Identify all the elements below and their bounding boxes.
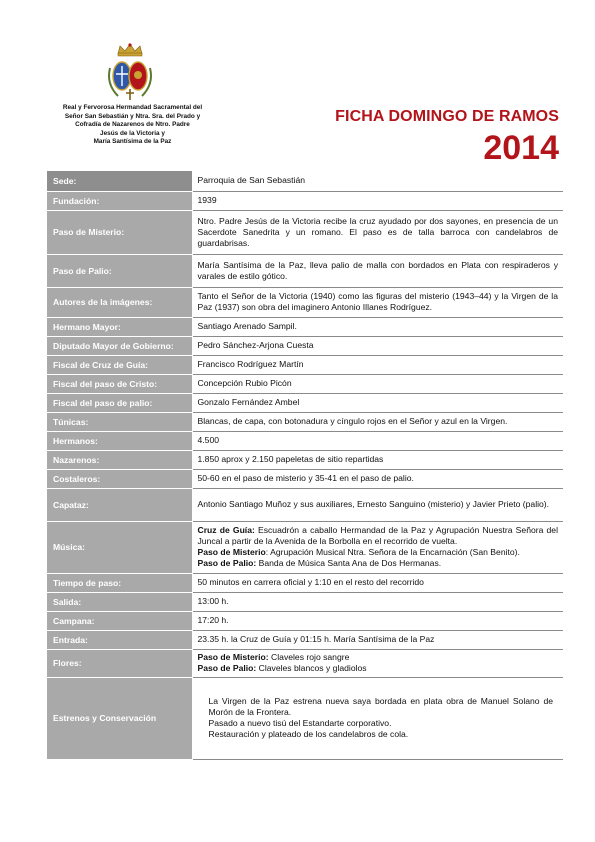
row-label: Nazarenos: — [47, 450, 192, 469]
row-value: 23.35 h. la Cruz de Guía y 01:15 h. María Santísima de la Paz — [192, 630, 563, 649]
table-row — [47, 393, 563, 412]
table-row — [47, 412, 563, 431]
music-item-text: : Agrupación Musical Ntra. Señora de la Encarnación (San Benito). — [265, 547, 520, 557]
row-label: Campana: — [47, 611, 192, 630]
table-row — [47, 374, 563, 393]
row-label: Paso de Misterio: — [47, 210, 192, 254]
row-label: Fiscal del paso de palio: — [47, 393, 192, 412]
row-label: Hermano Mayor: — [47, 317, 192, 336]
row-label: Autores de la imágenes: — [47, 287, 192, 317]
table-row — [47, 171, 563, 191]
table-row — [47, 521, 563, 573]
row-value: Gonzalo Fernández Ambel — [192, 393, 563, 412]
row-value: Tanto el Señor de la Victoria (1940) como las figuras del misterio (1943–44) y la Virgen de la Paz (1937) son obra del imaginero Antonio Illanes Rodríguez. — [192, 287, 563, 317]
table-row — [47, 336, 563, 355]
table-row — [47, 488, 563, 521]
music-item-heading: Paso de Palio: — [197, 558, 257, 568]
brotherhood-name-line: Jesús de la Victoria y — [100, 129, 165, 137]
row-value: Antonio Santiago Muñoz y sus auxiliares, Ernesto Sanguino (misterio) y Javier Prieto (palio). — [192, 488, 563, 521]
flowers-item-heading: Paso de Palio: — [197, 663, 257, 673]
row-value: Pedro Sánchez-Arjona Cuesta — [192, 336, 563, 355]
estrenos-item: La Virgen de la Paz estrena nueva saya bordada en plata obra de Manuel Solano de Morón de la Frontera. — [208, 696, 553, 717]
row-value: 50-60 en el paso de misterio y 35-41 en el paso de palio. — [192, 469, 563, 488]
flowers-item-text: Claveles rojo sangre — [268, 652, 350, 662]
row-label: Fundación: — [47, 191, 192, 210]
row-value: 13:00 h. — [192, 592, 563, 611]
row-label: Túnicas: — [47, 412, 192, 431]
row-label: Costaleros: — [47, 469, 192, 488]
music-item — [198, 547, 559, 558]
page-header — [0, 0, 595, 170]
page-title: FICHA DOMINGO DE RAMOS — [335, 108, 559, 125]
music-item — [198, 558, 559, 569]
brotherhood-name-line: Real y Fervorosa Hermandad Sacramental del — [62, 104, 203, 111]
row-label: Entrada: — [47, 630, 192, 649]
flowers-item-text: Claveles blancos y gladiolos — [256, 663, 367, 673]
row-value: Santiago Arenado Sampil. — [192, 317, 563, 336]
brotherhood-name — [40, 104, 225, 147]
row-value: 1939 — [192, 191, 563, 210]
flowers-item — [198, 663, 559, 674]
page-year: 2014 — [483, 129, 559, 167]
row-label: Tiempo de paso: — [47, 573, 192, 592]
music-item — [198, 525, 559, 547]
row-label: Fiscal del paso de Cristo: — [47, 374, 192, 393]
flowers-item-heading: Paso de Misterio: — [197, 652, 269, 662]
estrenos-item: Restauración y plateado de los candelabros de cola. — [208, 729, 409, 739]
table-row — [47, 254, 563, 287]
brotherhood-name-line: Señor San Sebastián y Ntra. Sra. del Prado y — [64, 112, 201, 120]
row-label: Hermanos: — [47, 431, 192, 450]
row-label: Salida: — [47, 592, 192, 611]
row-value — [192, 677, 563, 759]
table-row — [47, 469, 563, 488]
row-value: María Santísima de la Paz, lleva palio de malla con bordados en Plata con respiraderos y varales de estilo gótico. — [192, 254, 563, 287]
row-value: Blancas, de capa, con botonadura y cíngulo rojos en el Señor y azul en la Virgen. — [192, 412, 563, 431]
estrenos-item: Pasado a nuevo tisú del Estandarte corporativo. — [208, 718, 392, 728]
table-row — [47, 355, 563, 374]
row-label: Estrenos y Conservación — [47, 677, 192, 759]
row-value: 17:20 h. — [192, 611, 563, 630]
row-value: Ntro. Padre Jesús de la Victoria recibe la cruz ayudado por dos sayones, en presencia de un Sacerdote Sanedrita y un romano. El paso es de talla barroca con candelabros de guardabrisas. — [192, 210, 563, 254]
music-item-heading: Cruz de Guía: — [197, 525, 255, 535]
table-row — [47, 191, 563, 210]
table-row — [47, 592, 563, 611]
brotherhood-name-line: María Santísima de la Paz — [93, 138, 172, 146]
table-row — [47, 431, 563, 450]
row-label: Sede: — [47, 171, 192, 191]
music-item-text: Banda de Música Santa Ana de Dos Hermanas. — [256, 558, 442, 568]
music-item-heading: Paso de Misterio — [197, 547, 266, 557]
flowers-item — [198, 652, 559, 663]
table-row — [47, 649, 563, 677]
table-row — [47, 287, 563, 317]
row-value: Parroquia de San Sebastián — [192, 171, 563, 191]
table-row — [47, 677, 563, 759]
table-row — [47, 630, 563, 649]
row-label: Capataz: — [47, 488, 192, 521]
row-label: Paso de Palio: — [47, 254, 192, 287]
table-row — [47, 450, 563, 469]
brotherhood-name-line: Cofradía de Nazarenos de Ntro. Padre — [75, 121, 190, 129]
table-row — [47, 611, 563, 630]
row-label: Flores: — [47, 649, 192, 677]
row-value: 50 minutos en carrera oficial y 1:10 en el resto del recorrido — [192, 573, 563, 592]
table-row — [47, 317, 563, 336]
brotherhood-coat-of-arms-icon — [104, 42, 156, 102]
row-value: 4.500 — [192, 431, 563, 450]
row-value: 1.850 aprox y 2.150 papeletas de sitio repartidas — [192, 450, 563, 469]
row-value — [192, 649, 563, 677]
row-label: Fiscal de Cruz de Guía: — [47, 355, 192, 374]
info-table — [47, 171, 563, 760]
table-row — [47, 210, 563, 254]
row-value: Francisco Rodríguez Martín — [192, 355, 563, 374]
row-value: Concepción Rubio Picón — [192, 374, 563, 393]
music-item-text: Escuadrón a caballo Hermandad de la Paz y Agrupación Nuestra Señora del Juncal a partir de la Avenida de la Borbolla en el recorrido de vuelta. — [197, 525, 558, 546]
row-label: Diputado Mayor de Gobierno: — [47, 336, 192, 355]
row-value — [192, 521, 563, 573]
row-label: Música: — [47, 521, 192, 573]
table-row — [47, 573, 563, 592]
